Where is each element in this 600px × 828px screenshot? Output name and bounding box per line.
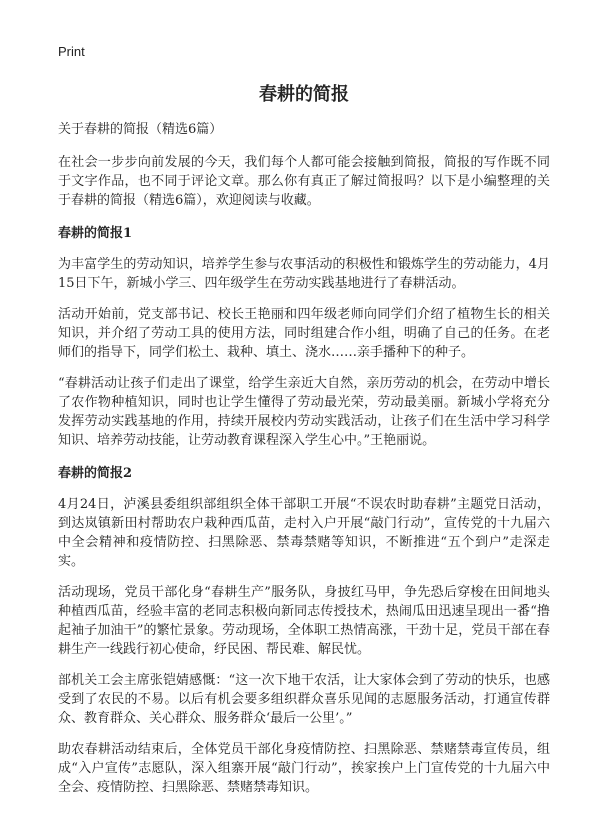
section-heading: 春耕的简报2	[58, 466, 133, 481]
paragraph: 助农春耕活动结束后，全体党员干部化身疫情防控、扫黑除恶、禁赌禁毒宣传员，组成“入户宣传”志愿队，深入组寨开展“敲门行动”，挨家挨户上门宣传党的十九届六中全会、疫情防控、扫黑除恶、禁赌禁毒知识。	[58, 742, 550, 795]
article-body	[58, 120, 550, 809]
paragraph: 活动开始前，党支部书记、校长王艳丽和四年级老师向同学们介绍了植物生长的相关知识，并介绍了劳动工具的使用方法，同时组建合作小组，明确了自己的任务。在老师们的指导下，同学们松土、栽种、填土、浇水……亲手播种下的种子。	[58, 307, 550, 360]
paragraph: 部机关工会主席张铠婧感慨：“这一次下地干农活，让大家体会到了劳动的快乐，也感受到了农民的不易。以后有机会要多组织群众喜乐见闻的志愿服务活动，打通宣传群众、教育群众、关心群众、服务群众‘最后一公里’。”	[58, 673, 550, 726]
paragraph: 为丰富学生的劳动知识，培养学生参与农事活动的积极性和锻炼学生的劳动能力，4月15日下午，新城小学三、四年级学生在劳动实践基地进行了春耕活动。	[58, 257, 550, 291]
page-title: 春耕的简报	[259, 84, 349, 105]
paragraph: “春耕活动让孩子们走出了课堂，给学生亲近大自然，亲历劳动的机会，在劳动中增长了农作物种植知识，同时也让学生懂得了劳动最光荣，劳动最美丽。新城小学将充分发挥劳动实践基地的作用，持续开展校内劳动实践活动，让孩子们在生活中学习科学知识、培养劳动技能，让劳动教育课程深入学生心中。”王艳丽说。	[58, 376, 550, 448]
article-intro: 在社会一步步向前发展的今天，我们每个人都可能会接触到简报，简报的写作既不同于文字作品，也不同于评论文章。那么你有真正了解过简报吗？以下是小编整理的关于春耕的简报（精选6篇），欢迎阅读与收藏。	[58, 155, 550, 208]
print-link[interactable]: Print	[58, 44, 85, 59]
paragraph: 活动现场，党员干部化身“春耕生产”服务队，身披红马甲，争先恐后穿梭在田间地头种植西瓜苗，经验丰富的老同志积极向新同志传授技术，热闹瓜田迅速呈现出一番“撸起袖子加油干”的繁忙景象。劳动现场，全体职工热情高涨，干劲十足，党员干部在春耕生产一线践行初心使命，纾民困、帮民难、解民忧。	[58, 585, 550, 657]
section-heading: 春耕的简报1	[58, 226, 133, 241]
paragraph: 4月24日，泸溪县委组织部组织全体干部职工开展“不误农时助春耕”主题党日活动，到达岚镇新田村帮助农户栽种西瓜苗，走村入户开展“敲门行动”，宣传党的十九届六中全会精神和疫情防控、扫黑除恶、禁毒禁赌等知识，不断推进“五个到户”走深走实。	[58, 497, 550, 569]
article-subtitle: 关于春耕的简报（精选6篇）	[58, 122, 223, 137]
